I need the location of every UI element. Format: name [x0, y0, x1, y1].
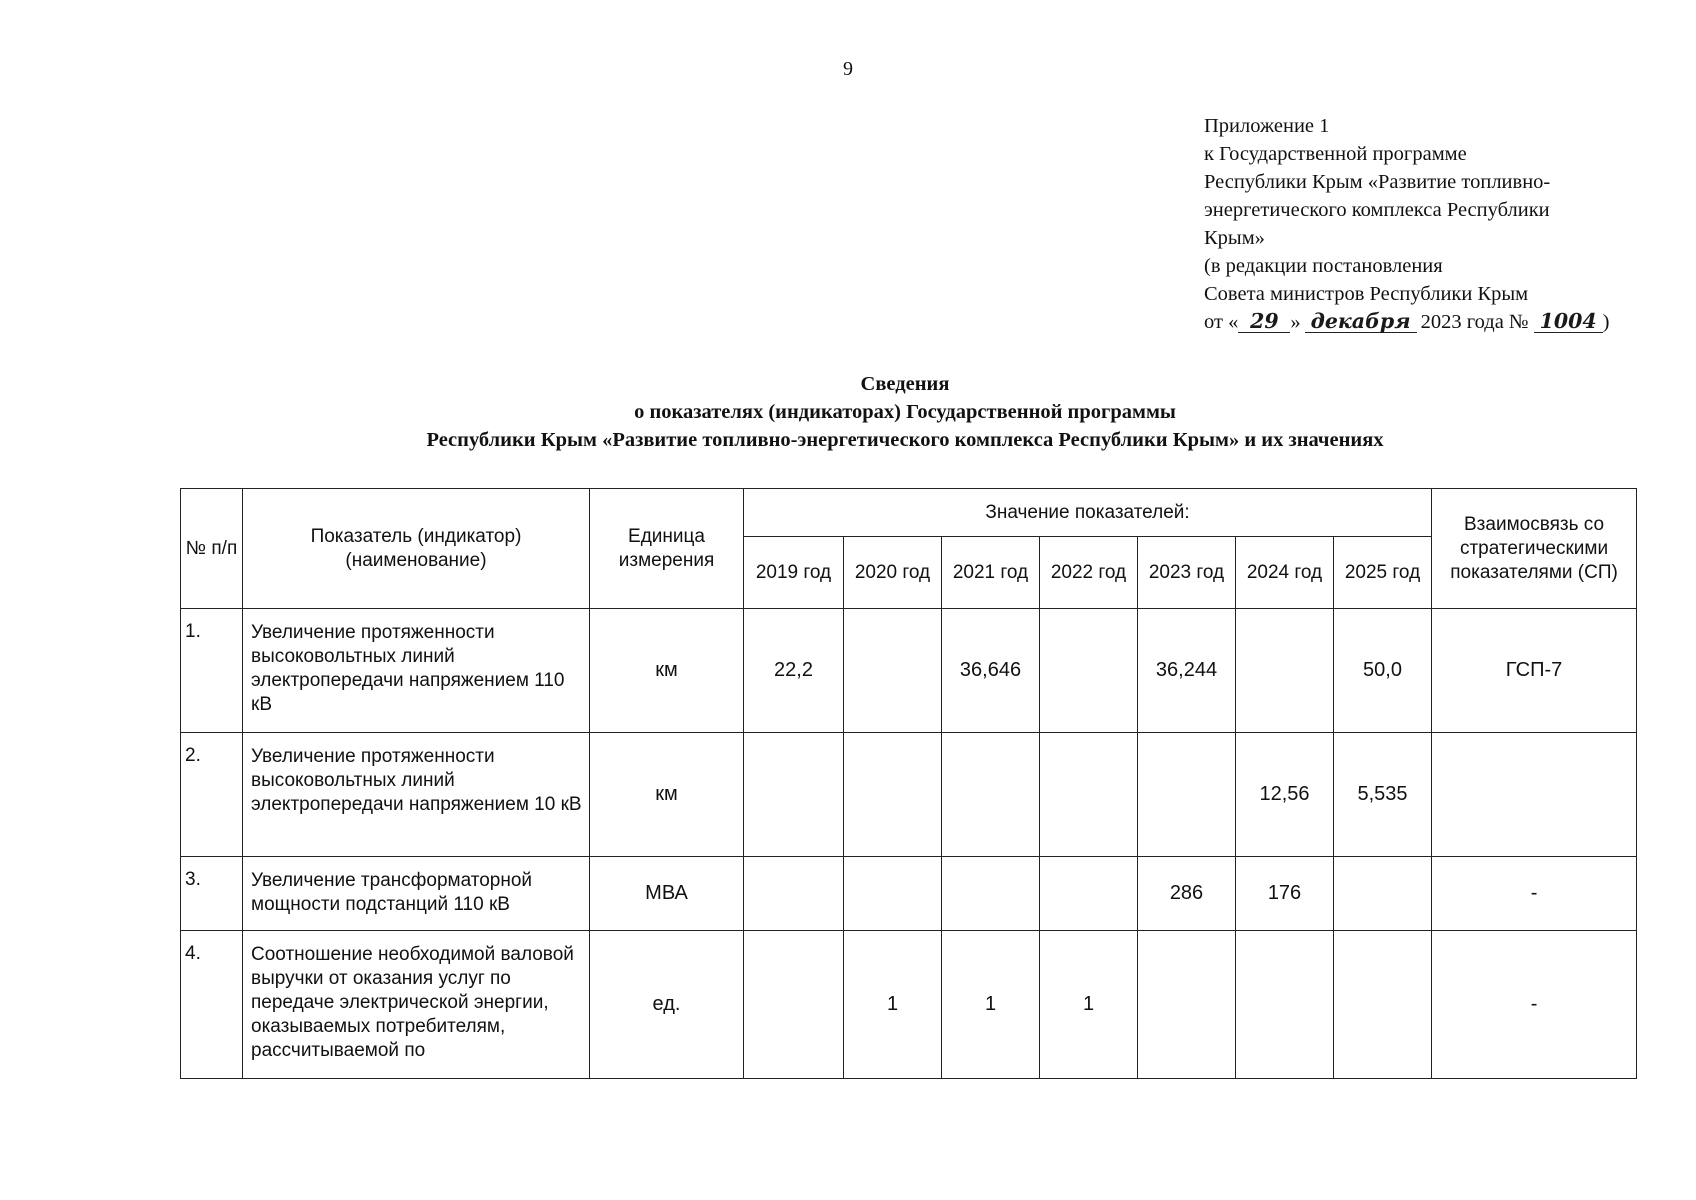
value-cell: 12,56 — [1236, 733, 1334, 857]
value-cell — [1236, 931, 1334, 1079]
value-cell: 176 — [1236, 857, 1334, 931]
row-number: 2. — [181, 733, 243, 857]
page-number: 9 — [843, 58, 853, 80]
indicator-name: Увеличение протяженности высоковольтных линий электропередачи напряжением 10 кВ — [243, 733, 590, 857]
value-cell: 286 — [1138, 857, 1236, 931]
value-cell: 1 — [942, 931, 1040, 1079]
unit-cell: ед. — [590, 931, 744, 1079]
appendix-line: энергетического комплекса Республики — [1204, 199, 1550, 221]
unit-cell: МВА — [590, 857, 744, 931]
value-cell — [1138, 931, 1236, 1079]
date-year-text: 2023 года № — [1420, 311, 1529, 333]
strategic-link-cell — [1432, 733, 1637, 857]
value-cell — [844, 733, 942, 857]
header-year: 2020 год — [844, 537, 942, 609]
header-year: 2019 год — [744, 537, 844, 609]
header-indicator: Показатель (индикатор) (наименование) — [243, 489, 590, 609]
resolution-date-line — [1204, 308, 1634, 336]
date-suffix: ) — [1602, 311, 1610, 333]
appendix-line: Приложение 1 — [1204, 115, 1330, 137]
value-cell: 22,2 — [744, 609, 844, 733]
table-row — [181, 609, 1637, 733]
value-cell: 5,535 — [1334, 733, 1432, 857]
appendix-line: Республики Крым «Развитие топливно- — [1204, 171, 1551, 193]
value-cell — [1040, 733, 1138, 857]
value-cell: 1 — [844, 931, 942, 1079]
heading-title: Сведения — [860, 373, 950, 395]
header-unit: Единица измерения — [590, 489, 744, 609]
value-cell — [844, 857, 942, 931]
value-cell — [1138, 733, 1236, 857]
document-heading — [0, 370, 1696, 454]
row-number: 4. — [181, 931, 243, 1079]
strategic-link-cell: - — [1432, 857, 1637, 931]
value-cell — [744, 857, 844, 931]
header-year: 2023 год — [1138, 537, 1236, 609]
value-cell — [844, 609, 942, 733]
appendix-line: (в редакции постановления — [1204, 255, 1443, 277]
unit-cell: км — [590, 609, 744, 733]
value-cell — [1334, 931, 1432, 1079]
indicator-name: Соотношение необходимой валовой выручки от оказания услуг по передаче электрической энергии, оказываемых потребителям, рассчитываемой по — [243, 931, 590, 1079]
heading-subtitle-2: Республики Крым «Развитие топливно-энергетического комплекса Республики Крым» и их значениях — [426, 429, 1384, 451]
table-row — [181, 857, 1637, 931]
header-values-group: Значение показателей: — [744, 489, 1432, 537]
strategic-link-cell: ГСП-7 — [1432, 609, 1637, 733]
header-strategic-link: Взаимосвязь со стратегическими показателями (СП) — [1432, 489, 1637, 609]
indicators-table — [180, 488, 1637, 1079]
value-cell — [744, 931, 844, 1079]
value-cell: 36,244 — [1138, 609, 1236, 733]
appendix-line: Крым» — [1204, 227, 1265, 249]
header-year: 2024 год — [1236, 537, 1334, 609]
value-cell — [942, 857, 1040, 931]
heading-subtitle: о показателях (индикаторах) Государственной программы — [634, 401, 1176, 423]
indicator-name: Увеличение трансформаторной мощности подстанций 110 кВ — [243, 857, 590, 931]
row-number: 1. — [181, 609, 243, 733]
value-cell — [744, 733, 844, 857]
value-cell — [1040, 609, 1138, 733]
value-cell — [1334, 857, 1432, 931]
handwritten-number: 1004 — [1534, 310, 1603, 333]
table-row — [181, 931, 1637, 1079]
value-cell: 36,646 — [942, 609, 1040, 733]
header-year: 2022 год — [1040, 537, 1138, 609]
value-cell — [942, 733, 1040, 857]
header-year: 2021 год — [942, 537, 1040, 609]
date-prefix: от « — [1204, 311, 1239, 333]
header-year: 2025 год — [1334, 537, 1432, 609]
value-cell — [1236, 609, 1334, 733]
appendix-line: Совета министров Республики Крым — [1204, 283, 1529, 305]
strategic-link-cell: - — [1432, 931, 1637, 1079]
handwritten-day: 29 — [1238, 310, 1290, 333]
value-cell: 1 — [1040, 931, 1138, 1079]
header-num: № п/п — [181, 489, 243, 609]
date-quote-close: » — [1290, 311, 1301, 333]
value-cell — [1040, 857, 1138, 931]
appendix-line: к Государственной программе — [1204, 143, 1467, 165]
row-number: 3. — [181, 857, 243, 931]
indicator-name: Увеличение протяженности высоковольтных линий электропередачи напряжением 110 кВ — [243, 609, 590, 733]
table-row — [181, 733, 1637, 857]
appendix-block — [1204, 112, 1634, 336]
handwritten-month: декабря — [1305, 310, 1417, 333]
unit-cell: км — [590, 733, 744, 857]
value-cell: 50,0 — [1334, 609, 1432, 733]
